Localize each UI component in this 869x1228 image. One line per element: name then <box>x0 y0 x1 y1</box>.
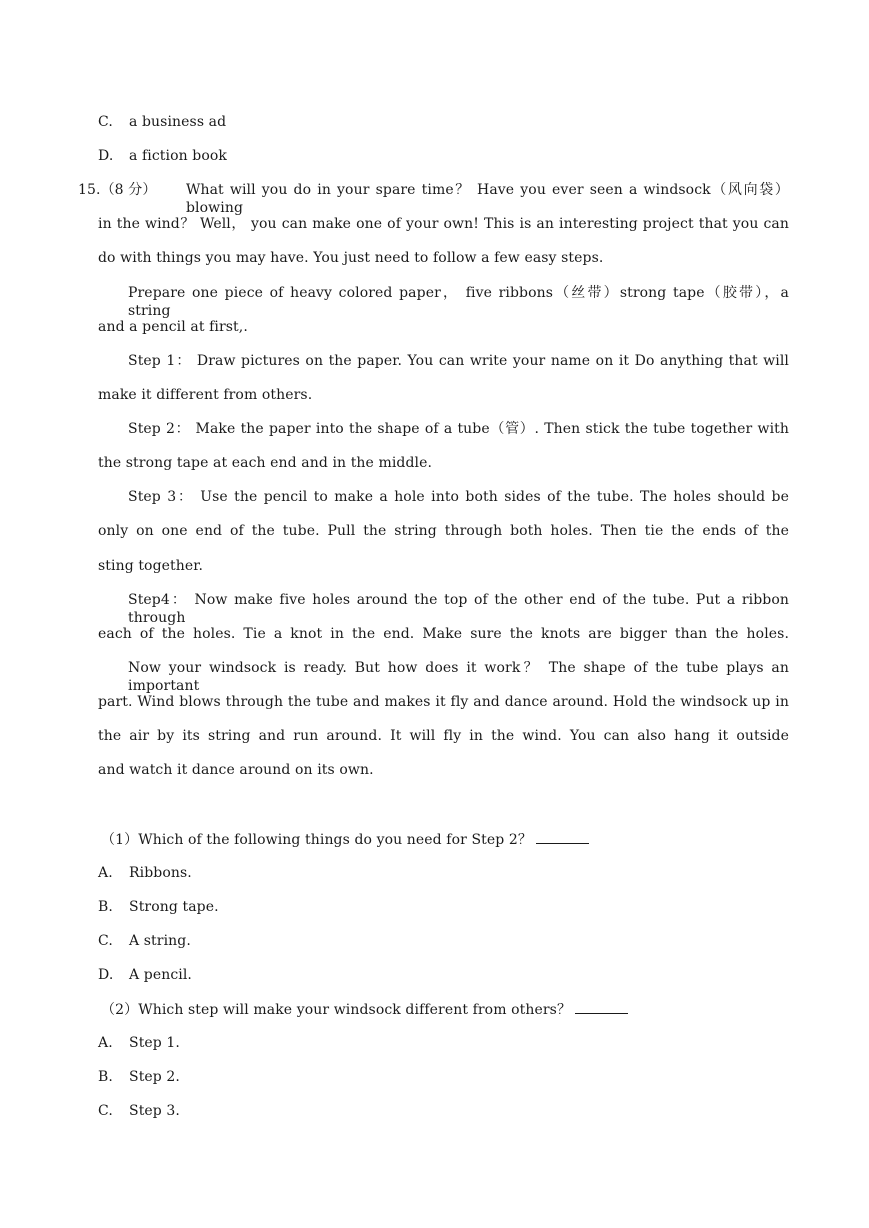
option-text: Strong tape. <box>129 899 219 915</box>
option-letter: D. <box>98 148 114 164</box>
sub-question-1-option-b[interactable] <box>98 898 219 916</box>
option-letter: A. <box>98 1035 113 1051</box>
sub-question-1-option-d[interactable] <box>98 966 192 984</box>
question-points: （8 分） <box>100 182 157 198</box>
passage-line: part. Wind blows through the tube and makes it fly and dance around. Hold the windsock up in <box>98 694 789 710</box>
option-letter: C. <box>98 114 113 130</box>
option-text: a business ad <box>129 114 227 130</box>
option-text: Step 2. <box>129 1069 180 1085</box>
option-c <box>98 113 226 131</box>
passage-line: only on one end of the tube. Pull the string through both holes. Then tie the ends of the <box>98 523 789 539</box>
option-text: A pencil. <box>129 967 192 983</box>
passage-line: the strong tape at each end and in the middle. <box>98 455 433 471</box>
option-letter: C. <box>98 933 113 949</box>
option-letter: C. <box>98 1103 113 1119</box>
sub-question-prompt: （1）Which of the following things do you need for Step 2？ <box>101 832 532 848</box>
passage-line: Step4： Now make five holes around the top of the other end of the tube. Put a ribbon through <box>128 592 789 626</box>
passage-line: and a pencil at first,. <box>98 319 248 335</box>
option-text: Step 1. <box>129 1035 180 1051</box>
passage-line: make it different from others. <box>98 387 313 403</box>
question-number: 15. <box>78 182 101 198</box>
option-d <box>98 147 227 165</box>
option-letter: A. <box>98 865 113 881</box>
option-text: A string. <box>129 933 191 949</box>
question-15-header <box>78 181 789 216</box>
passage-line: the air by its string and run around. It will fly in the wind. You can also hang it outside <box>98 728 789 744</box>
sub-question-1 <box>101 830 589 849</box>
answer-blank[interactable] <box>536 830 589 844</box>
option-letter: D. <box>98 967 114 983</box>
option-text: Ribbons. <box>129 865 192 881</box>
option-letter: B. <box>98 1069 113 1085</box>
passage-line: in the wind？ Well， you can make one of your own! This is an interesting project that you can <box>98 216 789 232</box>
passage-line: sting together. <box>98 558 204 574</box>
passage-line: each of the holes. Tie a knot in the end. Make sure the knots are bigger than the holes. <box>98 626 789 642</box>
sub-question-2-option-a[interactable] <box>98 1034 180 1052</box>
answer-blank[interactable] <box>575 1000 628 1014</box>
passage-line: Now your windsock is ready. But how does it work？ The shape of the tube plays an important <box>128 660 789 694</box>
sub-question-1-option-c[interactable] <box>98 932 191 950</box>
option-text: a fiction book <box>129 148 227 164</box>
passage-line: Step 1： Draw pictures on the paper. You can write your name on it Do anything that will <box>128 353 789 369</box>
option-letter: B. <box>98 899 113 915</box>
sub-question-2-option-b[interactable] <box>98 1068 180 1086</box>
passage-line: and watch it dance around on its own. <box>98 762 374 778</box>
passage-line: Step 2： Make the paper into the shape of a tube（管）. Then stick the tube together with <box>128 421 789 437</box>
passage-line: Step 3： Use the pencil to make a hole into both sides of the tube. The holes should be <box>128 489 789 505</box>
sub-question-1-option-a[interactable] <box>98 864 192 882</box>
sub-question-2-option-c[interactable] <box>98 1102 180 1120</box>
sub-question-2 <box>101 1000 628 1019</box>
option-text: Step 3. <box>129 1103 180 1119</box>
passage-line: What will you do in your spare time？ Have you ever seen a windsock（风向袋） blowing <box>186 182 789 216</box>
passage-line: Prepare one piece of heavy colored paper， five ribbons（丝带）strong tape（胶带），a string <box>128 285 789 319</box>
passage-line: do with things you may have. You just need to follow a few easy steps. <box>98 250 604 266</box>
sub-question-prompt: （2）Which step will make your windsock different from others？ <box>101 1002 572 1018</box>
